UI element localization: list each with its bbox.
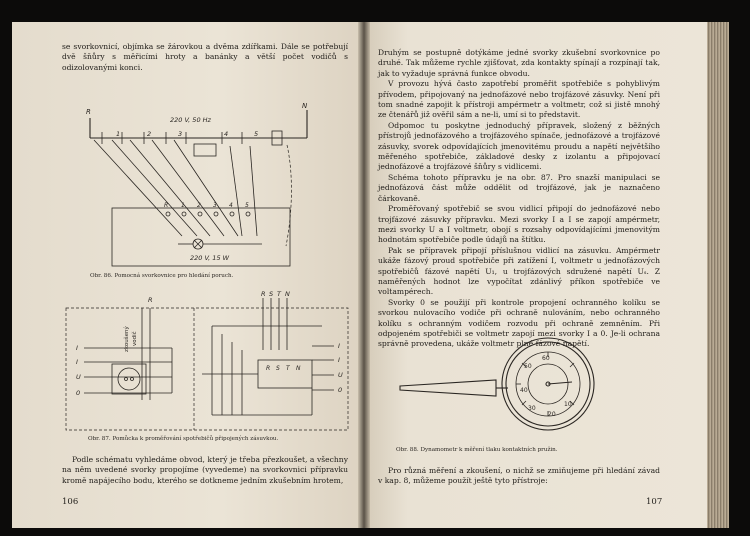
fig87-box-n: N <box>296 365 301 372</box>
fig86-num-2: 2 <box>147 130 152 138</box>
fig87-label-left-r: R <box>148 296 153 304</box>
right-paragraph-7: Svorky 0 se použijí při kontrole propojení ochranného kolíku se svorkou nulovacího vodiče při ochraně nulováním, nebo ochranného kolíku s ochranným vodičem rozvodu při ochraně zemněním. Při odpojeném spotřebiči se voltmetr zapojí mezi svorky I a 0. Je-li ochrana správně provedena, ukáže voltmetr plné fázové napětí. <box>378 297 660 349</box>
fig87-left-i2: I <box>76 358 78 366</box>
fig86-lower-2: 2 <box>197 202 201 209</box>
fig86-lamp-label: 220 V, 15 W <box>190 254 230 262</box>
dynamometer-probe <box>400 380 508 396</box>
dial-20: 20 <box>548 411 556 418</box>
right-bottom-text <box>378 466 660 487</box>
figure-87-diagram <box>62 290 352 420</box>
fig86-label-r: R <box>86 108 91 116</box>
left-bottom-paragraph: Podle schématu vyhledáme obvod, který je třeba přezkoušet, a všechny na něm uvedené svorky propojíme (vyvedeme) na svorkovnici přípravku kromě napájecího bodu, kterého se dotkneme jedním zkušebním hrotem, <box>62 455 348 485</box>
fig86-lower-r: R <box>164 202 169 209</box>
right-paragraph-6: Pak se přípravek připojí příslušnou vidlicí na zásuvku. Ampérmetr ukáže fázový proud spotřebiče při zatížení I, voltmetr u jednofázových spotřebičů fázové napětí U₁, u trojfázových sdružené napětí Uₛ. Z naměřených hodnot lze vypočítat zdánlivý příkon spotřebiče ve voltampérech. <box>378 245 660 297</box>
fig87-box-r: R <box>266 365 271 372</box>
fig87-vertical-label-2: vodič <box>132 331 138 346</box>
fig87-left-labels <box>76 344 81 397</box>
fig86-lower-4: 4 <box>229 202 233 209</box>
right-paragraph-4: Schéma tohoto přípravku je na obr. 87. Pro snazší manipulaci se jednofázová část může oddělit od trojfázové, jak je naznačeno čárkovaně. <box>378 172 660 203</box>
fig86-lower-3: 3 <box>213 202 217 209</box>
fig87-right-u: U <box>338 371 343 379</box>
fig87-left-u: U <box>76 373 81 381</box>
fig87-right-labels <box>312 342 343 394</box>
fig86-supply-label: 220 V, 50 Hz <box>170 116 211 124</box>
fig86-num-4: 4 <box>224 130 229 138</box>
left-top-text <box>62 42 348 73</box>
figure-86-caption: Obr. 86. Pomocná svorkovnice pro hledání poruch. <box>90 273 234 279</box>
fig87-vertical-label-1: zkoušený <box>124 326 130 352</box>
fig86-num-5: 5 <box>254 130 259 138</box>
dial-10: 10 <box>564 401 572 408</box>
page-edges <box>707 22 729 528</box>
figure-88-dynamometer <box>396 336 616 446</box>
fig86-lower-1: 1 <box>181 202 185 209</box>
right-paragraph-3: Odpomoc tu poskytne jednoduchý přípravek, složený z běžných přístrojů jednofázového a trojfázového spínače, jednofázové a trojfázové zásuvky, svorek odpovídajících jmenovitému proudu a napětí největšího měřeného spotřebiče, základové desky z izolantu a připojovací jednofázové a trojfázové šňůry s vidlicemi. <box>378 120 660 172</box>
fig87-label-n: N <box>285 290 290 298</box>
fig86-lower-5: 5 <box>245 202 249 209</box>
right-paragraph-2: V provozu hývá často zapotřebí proměřit spotřebiče s pohyblivým přívodem, připojovaný na jednofázové nebo trojfázové zásuvky. Není při tom snadné zapojit k přístroji ampérmetr a voltmetr, což si jistě mnohý ze čtenářů již ověřil sám a ne-li, umí si to představit. <box>378 79 660 120</box>
right-main-text <box>378 48 660 350</box>
fig86-label-n: N <box>302 102 308 110</box>
dial-needle <box>548 382 572 384</box>
figure-87-caption: Obr. 87. Pomůcka k proměřování spotřebičů připojených zásuvkou. <box>88 436 279 442</box>
fig86-num-1: 1 <box>116 130 121 138</box>
left-page-number: 106 <box>62 497 79 507</box>
dial-60: 60 <box>542 355 550 362</box>
fig87-label-s: S <box>269 290 274 298</box>
fig87-left-0: 0 <box>76 389 81 397</box>
fig86-num-3: 3 <box>178 130 183 138</box>
fig87-box-t: T <box>286 365 290 372</box>
fig87-right-0: 0 <box>338 386 343 394</box>
left-top-paragraph: se svorkovnicí, objímka se žárovkou a dvěma zdířkami. Dále se potřebují dvě šňůry s měřicími hroty a banánky a větší počet vodičů s odizolovanými konci. <box>62 42 348 72</box>
book-gutter <box>358 22 370 528</box>
dial-50: 50 <box>524 363 532 370</box>
figure-88-caption: Obr. 88. Dynamometr k měření tlaku kontaktních pružin. <box>396 447 558 453</box>
left-bottom-text <box>62 455 348 486</box>
fig87-right-i2: I <box>338 356 340 364</box>
figure-86-diagram <box>82 96 322 276</box>
right-paragraph-5: Proměřovaný spotřebič se svou vidlicí připojí do jednofázové nebo trojfázové zásuvky přípravku. Mezi svorky I a I se zapojí ampérmetr, mezi svorky U a I voltmetr, obojí s rozsahy odpovídajícími jmenovitým hodnotám spotřebiče podle údajů na štítku. <box>378 204 660 245</box>
fig87-three-phase <box>202 298 322 415</box>
fig87-left-i1: I <box>76 344 78 352</box>
fig86-fan-wires <box>94 140 257 236</box>
lamp-icon <box>178 239 262 249</box>
dial-40: 40 <box>520 387 528 394</box>
fig87-right-i1: I <box>338 342 340 350</box>
fig87-label-t: T <box>277 290 281 298</box>
right-bottom-paragraph: Pro různá měření a zkoušení, o nichž se zmiňujeme při hledání závad v kap. 8, můžeme použít ještě tyto přístroje: <box>378 466 660 486</box>
right-page-number: 107 <box>646 497 663 507</box>
fig87-label-r: R <box>261 290 266 298</box>
dial-30: 30 <box>528 405 536 412</box>
right-paragraph-1: Druhým se postupně dotýkáme jedné svorky zkušební svorkovnice po druhé. Tak můžeme rychle zjišťovat, zda kontakty spínají a rozpínají tak, jak to vyžaduje správná funkce obvodu. <box>378 48 660 78</box>
fig87-box-s: S <box>276 365 280 372</box>
